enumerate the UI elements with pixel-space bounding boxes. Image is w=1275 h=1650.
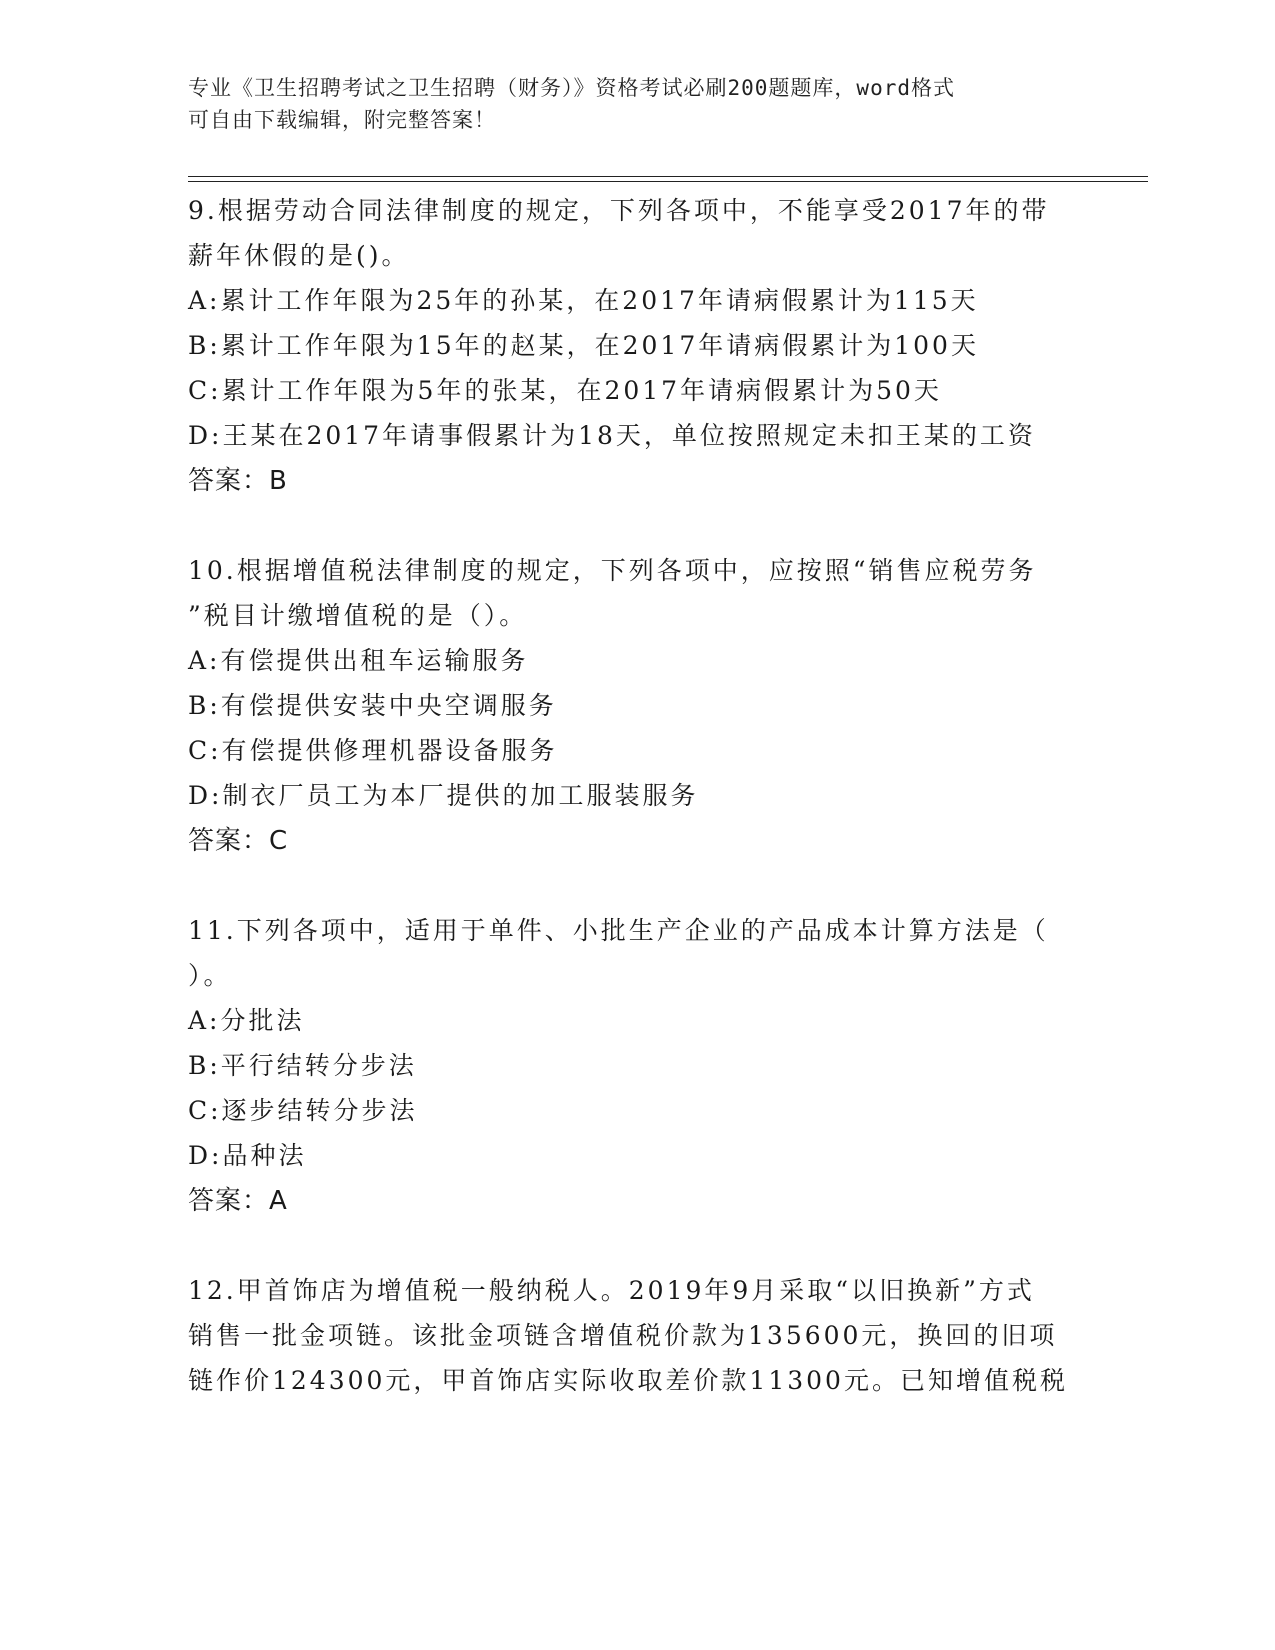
question-stem-line: ）。 [188, 961, 232, 990]
option-d: D:品种法 [188, 1141, 307, 1170]
question-12 [188, 1268, 1088, 1403]
option-c: C:有偿提供修理机器设备服务 [188, 736, 558, 765]
answer: 答案：C [188, 826, 289, 856]
question-stem-line: 9.根据劳动合同法律制度的规定，下列各项中，不能享受2017年的带 [188, 196, 1050, 225]
header-line-2: 可自由下载编辑，附完整答案！ [188, 108, 496, 132]
question-stem-line: 链作价124300元，甲首饰店实际收取差价款11300元。已知增值税税 [188, 1366, 1068, 1395]
option-c: C:累计工作年限为5年的张某，在2017年请病假累计为50天 [188, 376, 942, 405]
question-9 [188, 188, 1088, 504]
option-a: A:累计工作年限为25年的孙某，在2017年请病假累计为115天 [188, 286, 979, 315]
option-a: A:分批法 [188, 1006, 305, 1035]
question-stem-line: 12.甲首饰店为增值税一般纳税人。2019年9月采取“以旧换新”方式 [188, 1276, 1035, 1305]
answer: 答案：B [188, 466, 288, 496]
answer: 答案：A [188, 1186, 288, 1216]
option-d: D:制衣厂员工为本厂提供的加工服装服务 [188, 781, 699, 810]
question-stem-line: ”税目计缴增值税的是（）。 [188, 601, 528, 630]
document-header [188, 72, 1088, 136]
header-divider-bottom [188, 181, 1148, 182]
header-line-1: 专业《卫生招聘考试之卫生招聘（财务）》资格考试必刷200题题库，word格式 [188, 76, 955, 100]
option-b: B:有偿提供安装中央空调服务 [188, 691, 557, 720]
question-stem-line: 11.下列各项中，适用于单件、小批生产企业的产品成本计算方法是（ [188, 916, 1049, 945]
question-stem-line: 10.根据增值税法律制度的规定，下列各项中，应按照“销售应税劳务 [188, 556, 1037, 585]
question-stem-line: 薪年休假的是()。 [188, 241, 410, 270]
question-list [188, 188, 1088, 1403]
option-d: D:王某在2017年请事假累计为18天，单位按照规定未扣王某的工资 [188, 421, 1036, 450]
option-c: C:逐步结转分步法 [188, 1096, 418, 1125]
option-a: A:有偿提供出租车运输服务 [188, 646, 529, 675]
question-11 [188, 908, 1088, 1224]
option-b: B:平行结转分步法 [188, 1051, 417, 1080]
option-b: B:累计工作年限为15年的赵某，在2017年请病假累计为100天 [188, 331, 979, 360]
question-stem-line: 销售一批金项链。该批金项链含增值税价款为135600元，换回的旧项 [188, 1321, 1058, 1350]
header-divider-top [188, 176, 1148, 177]
question-10 [188, 548, 1088, 864]
